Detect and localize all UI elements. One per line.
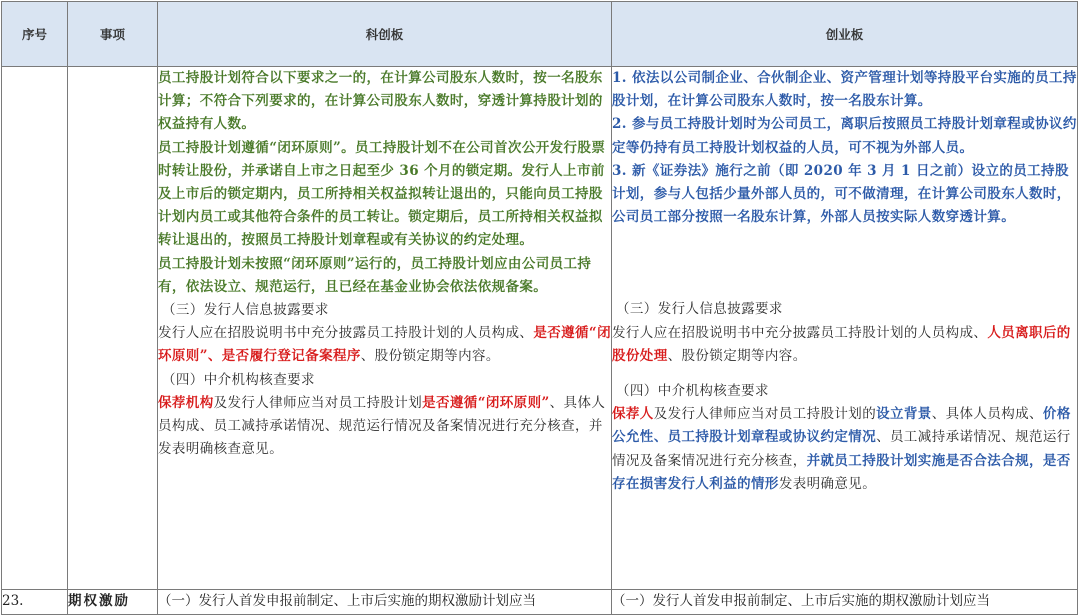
gem-disclosure-para (612, 322, 1077, 368)
star-disclosure-highlight: 是否遵循“闭环原则”、是否履行登记备案程序 (158, 325, 611, 365)
gem-disclosure-text-2: 、股份锁定期等内容。 (667, 347, 807, 364)
star-disclosure-text-2: 、股份锁定期等内容。 (360, 348, 500, 365)
star-closed-loop-highlight: 是否遵循“闭环原则” (422, 394, 550, 411)
gem-blue-item-1: 1. 依法以公司制企业、合伙制企业、资产管理计划等持股平台实施的员工持股计划，在计算公司股东人数时，按一名股东计算。 (612, 70, 1077, 110)
star-market-cell (158, 67, 612, 590)
star-green-para-3: 员工持股计划未按照“闭环原则”运行的，员工持股计划应由公司员工持有，依法设立、规范运行，且已经在基金业协会依法依规备案。 (158, 255, 592, 295)
header-no: 序号 (2, 2, 68, 67)
gem-verification-heading: （四）中介机构核查要求 (616, 383, 769, 400)
star-disclosure-text-1: 发行人应在招股说明书中充分披露员工持股计划的人员构成、 (158, 325, 534, 342)
gem-verification-text-4: 发表明确意见。 (778, 475, 877, 492)
cell-no (2, 67, 68, 590)
table-header-row (2, 2, 1078, 67)
row-23-item: 期权激励 (68, 590, 158, 615)
row-23-no: 23. (2, 590, 68, 615)
row-23-gem: （一）发行人首发申报前制定、上市后实施的期权激励计划应当 (612, 590, 1078, 615)
header-star-market: 科创板 (158, 2, 612, 67)
row-23-star: （一）发行人首发申报前制定、上市后实施的期权激励计划应当 (158, 590, 612, 615)
header-item: 事项 (68, 2, 158, 67)
gem-sponsor-highlight: 保荐人 (612, 406, 654, 423)
star-verification-para (158, 392, 611, 462)
table-row-23 (2, 590, 1078, 615)
gem-verification-text-2: 、具体人员构成、 (931, 406, 1043, 423)
table-row (2, 67, 1078, 590)
cell-item (68, 67, 158, 590)
gem-compliance-highlight: 并就员工持股计划实施是否合法合规，是否存在损害发行人利益的情形 (612, 452, 1071, 492)
gem-price-highlight: 价格公允性、员工持股计划章程或协议约定情况 (612, 406, 1071, 446)
star-green-para-2: 员工持股计划遵循“闭环原则”。员工持股计划不在公司首次公开发行股票时转让股份，并承诺自上市之日起至少 36 个月的锁定期。发行人上市前及上市后的锁定期内，员工所持相关权益拟转让退出的，只能向员工持股计划内员工或其他符合条件的员工转让。锁定期后，员工所持相关权益拟转让退出的，按照员工持股计划章程或有关协议的约定处理。 (158, 139, 606, 249)
chinext-cell (612, 67, 1078, 590)
gem-verification-text-1: 及发行人律师应当对员工持股计划的 (653, 406, 877, 423)
star-verification-heading: （四）中介机构核查要求 (162, 371, 315, 388)
gem-disclosure-text-1: 发行人应在招股说明书中充分披露员工持股计划的人员构成、 (612, 324, 988, 341)
gem-verification-text-3: 、员工减持承诺情况、规范运行情况及备案情况进行充分核查， (612, 429, 1071, 469)
gem-disclosure-heading: （三）发行人信息披露要求 (616, 301, 783, 318)
header-chinext: 创业板 (612, 2, 1078, 67)
star-disclosure-para (158, 322, 611, 368)
gem-background-highlight: 设立背景 (876, 406, 932, 423)
star-sponsor-highlight: 保荐机构 (158, 394, 214, 411)
star-disclosure-heading: （三）发行人信息披露要求 (162, 302, 329, 319)
star-green-para-1: 员工持股计划符合以下要求之一的，在计算公司股东人数时，按一名股东计算；不符合下列要求的，在计算公司股东人数时，穿透计算持股计划的权益持有人数。 (158, 70, 603, 133)
star-verification-text-2: 、具体人员构成、员工减持承诺情况、规范运行情况及备案情况进行充分核查，并发表明确核查意见。 (158, 394, 606, 458)
gem-blue-item-3: 3. 新《证券法》施行之前（即 2020 年 3 月 1 日之前）设立的员工持股计划，参与人包括少量外部人员的，可不做清理，在计算公司股东人数时，公司员工部分按照一名股东计算，外部人员按实际人数穿透计算。 (612, 162, 1071, 226)
gem-disclosure-highlight: 人员离职后的股份处理 (612, 324, 1071, 364)
gem-verification-para (612, 403, 1077, 496)
star-verification-text-1: 及发行人律师应当对员工持股计划 (213, 394, 423, 411)
gem-blue-item-2: 2. 参与员工持股计划时为公司员工，离职后按照员工持股计划章程或协议约定等仍持有员工持股计划权益的人员，可不视为外部人员。 (612, 116, 1077, 156)
comparison-table (1, 1, 1078, 615)
